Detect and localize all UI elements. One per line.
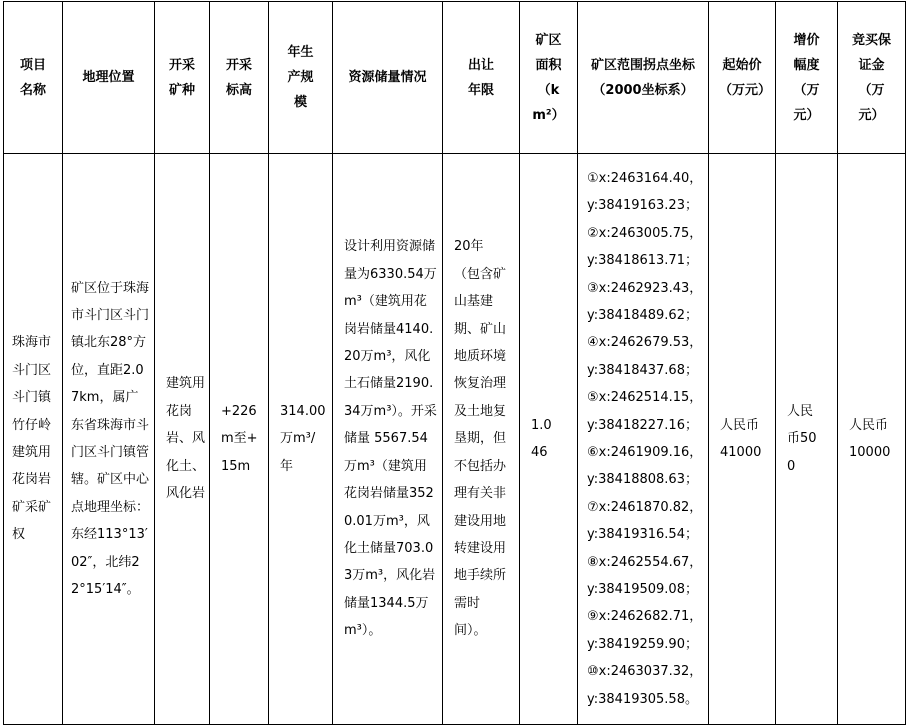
header-elevation: 开采标高 — [225, 57, 252, 98]
coord-line: ⑩x:2463037.32， — [587, 664, 703, 680]
header-deposit: 竞买保证金（万元） — [852, 32, 892, 123]
area-text: 1.046 — [531, 417, 552, 460]
project-name: 珠海市斗门区斗门镇竹仔岭建筑用花岗岩矿采矿权 — [12, 335, 52, 543]
coord-line: ⑧x:2462554.67， — [587, 554, 703, 570]
coord-line: y:38419163.23； — [587, 198, 698, 214]
elevation-text: +226m至+15m — [221, 403, 258, 474]
reserves-text: 设计利用资源储量为6330.54万m³（建筑用花岗岩储量4140.20万m³，风化土石储量2190.34万m³）。开采储量 5567.54万m³（建筑用花岗岩储量3520.01万m³，风化土储量703.03万m³，风化岩储量1344.5万m³）。 — [344, 239, 437, 639]
header-reserves: 资源储量情况 — [348, 70, 427, 85]
coord-line: y:38419259.90； — [587, 636, 698, 652]
term-text: 20年（包含矿山基建期、矿山地质环境恢复治理及土地复垦期，但不包括办理有关非建设用地转建设用地手续所需时间）。 — [454, 239, 507, 639]
header-term: 出让年限 — [467, 57, 494, 98]
auction-table — [3, 1, 906, 725]
header-increment: 增价幅度（万元） — [793, 32, 820, 123]
coord-line: ④x:2462679.53， — [587, 335, 703, 351]
table-row — [4, 154, 906, 725]
location-text: 矿区位于珠海市斗门区斗门镇北东28°方位，直距2.07km，属广东省珠海市斗门区斗门镇管辖。矿区中心点地理坐标：东经113°13′02″，北纬22°15′14″。 — [71, 280, 150, 598]
coord-line: y:38418227.16； — [587, 417, 698, 433]
coord-line: y:38418808.63； — [587, 472, 698, 488]
header-mineral: 开采矿种 — [168, 57, 195, 98]
coord-line: ⑥x:2461909.16， — [587, 445, 703, 460]
coord-line: y:38418489.62； — [587, 307, 698, 323]
coord-line: ③x:2462923.43， — [587, 280, 703, 296]
header-name: 项目名称 — [19, 57, 46, 98]
start-price-text: 人民币41000 — [720, 417, 762, 460]
header-capacity: 年生产规模 — [287, 45, 314, 110]
header-row — [4, 2, 906, 154]
coord-line: y:38419509.08； — [587, 582, 698, 598]
coord-line: ⑦x:2461870.82， — [587, 499, 703, 515]
coord-line: ①x:2463164.40， — [587, 170, 703, 186]
capacity-text: 314.00万m³/年 — [280, 403, 326, 474]
header-start-price: 起始价（万元） — [719, 57, 772, 98]
coord-line: ②x:2463005.75， — [587, 225, 703, 241]
header-area: 矿区面积（km²） — [532, 32, 565, 123]
coord-line: y:38418437.68； — [587, 362, 698, 378]
header-coords: 矿区范围拐点坐标（2000坐标系） — [590, 57, 695, 98]
coord-line: y:38419316.54； — [587, 527, 698, 543]
increment-text: 人民币500 — [787, 403, 817, 474]
coord-line: y:38418613.71； — [587, 253, 698, 269]
mineral-text: 建筑用花岗岩、风化土、风化岩 — [166, 376, 206, 502]
header-location: 地理位置 — [82, 70, 135, 85]
coord-line: y:38419305.58。 — [587, 691, 698, 707]
coords-list — [578, 165, 708, 713]
deposit-text: 人民币10000 — [849, 417, 891, 460]
coord-line: ⑤x:2462514.15， — [587, 390, 703, 406]
coord-line: ⑨x:2462682.71， — [587, 609, 703, 625]
